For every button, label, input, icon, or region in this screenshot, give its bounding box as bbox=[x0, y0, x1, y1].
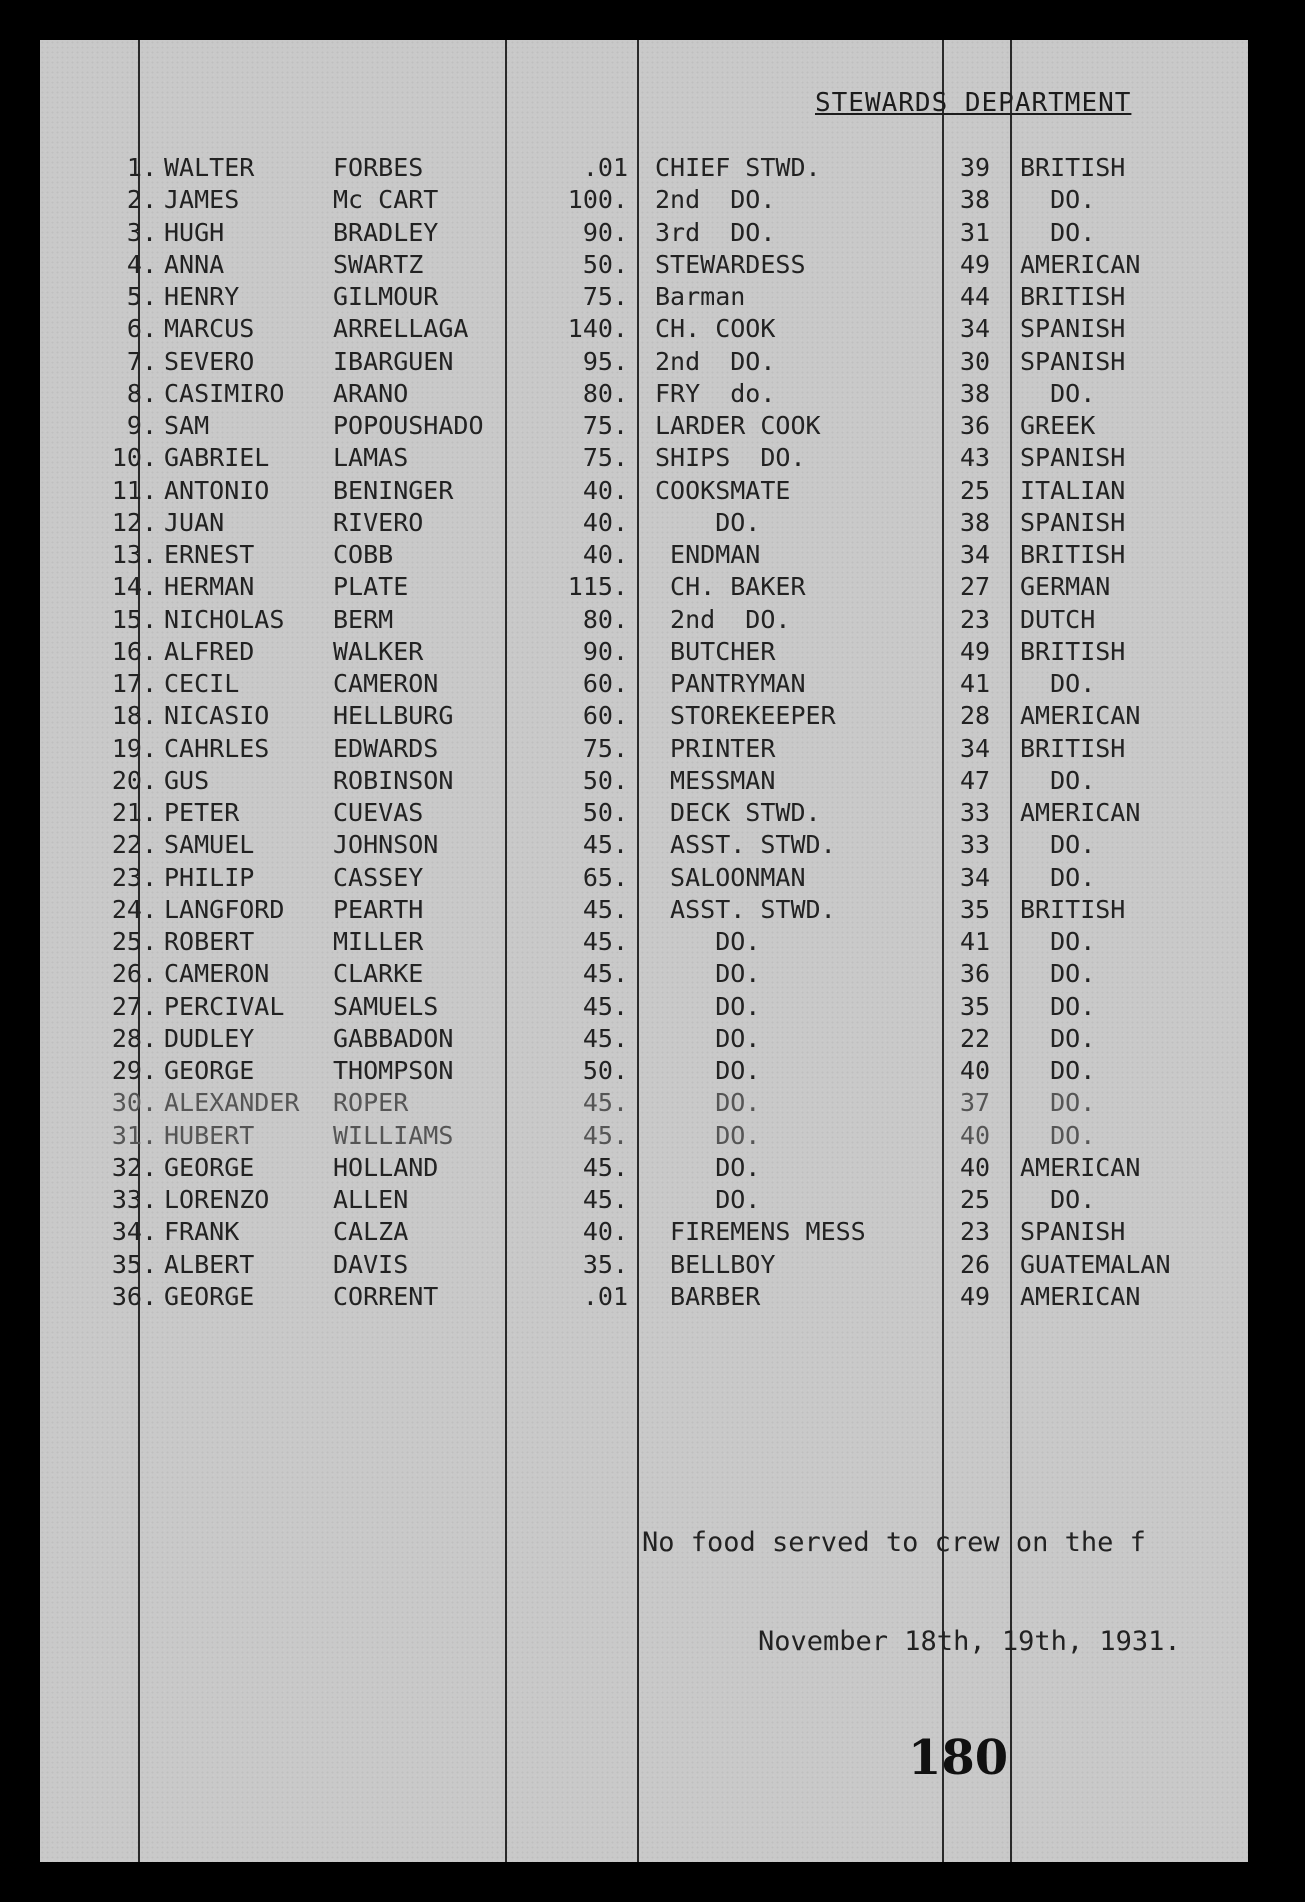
first-name: JAMES bbox=[164, 185, 240, 215]
last-name: BRADLEY bbox=[333, 217, 439, 247]
rating: 3rd DO. bbox=[655, 217, 776, 247]
table-row bbox=[40, 1249, 1248, 1281]
rating: LARDER COOK bbox=[655, 411, 821, 440]
rating: FIREMENS MESS bbox=[655, 1217, 866, 1247]
nationality: DO. bbox=[1020, 862, 1096, 892]
last-name: HELLBURG bbox=[333, 701, 454, 731]
age: 36 bbox=[959, 959, 991, 989]
nationality: DO. bbox=[1020, 1120, 1096, 1150]
first-name: SEVERO bbox=[164, 346, 255, 376]
last-name: CAMERON bbox=[333, 669, 439, 698]
age: 30 bbox=[959, 346, 991, 376]
age: 38 bbox=[959, 185, 991, 215]
first-name: CECIL bbox=[164, 669, 240, 698]
table-row bbox=[40, 152, 1248, 184]
last-name: THOMPSON bbox=[333, 1056, 454, 1085]
crew-number: 8. bbox=[126, 378, 157, 408]
age: 31 bbox=[959, 217, 991, 247]
age: 34 bbox=[959, 540, 991, 569]
table-row bbox=[40, 217, 1248, 249]
crew-number: 10. bbox=[111, 443, 157, 473]
first-name: MARCUS bbox=[164, 314, 255, 344]
last-name: Mc CART bbox=[333, 185, 439, 215]
wage: 35. bbox=[582, 1249, 628, 1279]
nationality: DO. bbox=[1020, 1088, 1096, 1118]
age: 47 bbox=[959, 765, 991, 795]
wage: 45. bbox=[582, 1152, 628, 1182]
last-name: DAVIS bbox=[333, 1249, 409, 1279]
first-name: JUAN bbox=[164, 507, 225, 537]
rating: PRINTER bbox=[655, 733, 776, 763]
nationality: DO. bbox=[1020, 765, 1096, 795]
table-row bbox=[40, 1184, 1248, 1216]
first-name: HERMAN bbox=[164, 572, 255, 602]
crew-number: 22. bbox=[111, 830, 157, 860]
wage: 75. bbox=[582, 733, 628, 763]
first-name: GABRIEL bbox=[164, 443, 270, 473]
first-name: HENRY bbox=[164, 282, 240, 311]
table-row bbox=[40, 894, 1248, 926]
crew-number: 20. bbox=[111, 765, 157, 795]
table-row bbox=[40, 184, 1248, 216]
crew-number: 21. bbox=[111, 798, 157, 827]
last-name: CORRENT bbox=[333, 1281, 439, 1311]
table-row bbox=[40, 829, 1248, 861]
wage: 80. bbox=[582, 378, 628, 408]
rating: DO. bbox=[655, 1088, 761, 1118]
table-row bbox=[40, 991, 1248, 1023]
age: 41 bbox=[959, 927, 991, 956]
age: 33 bbox=[959, 798, 991, 827]
nationality: SPANISH bbox=[1020, 346, 1126, 376]
first-name: PHILIP bbox=[164, 862, 255, 892]
nationality: ITALIAN bbox=[1020, 475, 1126, 505]
crew-number: 17. bbox=[111, 669, 157, 698]
rating: BUTCHER bbox=[655, 636, 776, 666]
nationality: SPANISH bbox=[1020, 314, 1126, 344]
last-name: CASSEY bbox=[333, 862, 424, 892]
age: 22 bbox=[959, 1023, 991, 1053]
wage: .01 bbox=[582, 153, 628, 182]
nationality: DO. bbox=[1020, 1023, 1096, 1053]
crew-number: 2. bbox=[126, 185, 157, 215]
first-name: SAMUEL bbox=[164, 830, 255, 860]
table-row bbox=[40, 475, 1248, 507]
age: 26 bbox=[959, 1249, 991, 1279]
wage: 45. bbox=[582, 894, 628, 924]
table-row bbox=[40, 410, 1248, 442]
last-name: BENINGER bbox=[333, 475, 454, 505]
age: 23 bbox=[959, 1217, 991, 1247]
first-name: NICHOLAS bbox=[164, 604, 285, 634]
first-name: ANTONIO bbox=[164, 475, 270, 505]
table-row bbox=[40, 797, 1248, 829]
wage: 50. bbox=[582, 765, 628, 795]
crew-number: 31. bbox=[111, 1120, 157, 1150]
last-name: FORBES bbox=[333, 153, 424, 182]
nationality: DO. bbox=[1020, 1056, 1096, 1085]
wage: 75. bbox=[582, 411, 628, 440]
last-name: GILMOUR bbox=[333, 282, 439, 311]
rating: ASST. STWD. bbox=[655, 830, 836, 860]
rating: DO. bbox=[655, 991, 761, 1021]
age: 38 bbox=[959, 378, 991, 408]
table-row bbox=[40, 1216, 1248, 1248]
wage: 40. bbox=[582, 475, 628, 505]
age: 35 bbox=[959, 894, 991, 924]
first-name: ERNEST bbox=[164, 540, 255, 569]
wage: 45. bbox=[582, 1120, 628, 1150]
nationality: BRITISH bbox=[1020, 282, 1126, 311]
crew-number: 9. bbox=[126, 411, 157, 440]
last-name: PLATE bbox=[333, 572, 409, 602]
age: 40 bbox=[959, 1120, 991, 1150]
table-row bbox=[40, 281, 1248, 313]
date-line: November 18th, 19th, 1931. bbox=[758, 1626, 1181, 1657]
nationality: AMERICAN bbox=[1020, 249, 1141, 279]
table-row bbox=[40, 442, 1248, 474]
first-name: ALFRED bbox=[164, 636, 255, 666]
nationality: DO. bbox=[1020, 959, 1096, 989]
crew-number: 18. bbox=[111, 701, 157, 731]
crew-number: 26. bbox=[111, 959, 157, 989]
rating: PANTRYMAN bbox=[655, 669, 806, 698]
crew-number: 23. bbox=[111, 862, 157, 892]
crew-number: 29. bbox=[111, 1056, 157, 1085]
nationality: DO. bbox=[1020, 378, 1096, 408]
last-name: ARRELLAGA bbox=[333, 314, 469, 344]
first-name: NICASIO bbox=[164, 701, 270, 731]
crew-number: 35. bbox=[111, 1249, 157, 1279]
rating: MESSMAN bbox=[655, 765, 776, 795]
first-name: CAMERON bbox=[164, 959, 270, 989]
rating: DO. bbox=[655, 1185, 761, 1214]
age: 34 bbox=[959, 314, 991, 344]
age: 25 bbox=[959, 1185, 991, 1214]
table-row bbox=[40, 1087, 1248, 1119]
first-name: PETER bbox=[164, 798, 240, 827]
crew-number: 13. bbox=[111, 540, 157, 569]
nationality: GUATEMALAN bbox=[1020, 1249, 1171, 1279]
crew-number: 4. bbox=[126, 249, 157, 279]
rating: DO. bbox=[655, 959, 761, 989]
department-heading: STEWARDS DEPARTMENT bbox=[815, 88, 1132, 118]
nationality: SPANISH bbox=[1020, 443, 1126, 473]
table-row bbox=[40, 1152, 1248, 1184]
last-name: GABBADON bbox=[333, 1023, 454, 1053]
first-name: HUGH bbox=[164, 217, 225, 247]
last-name: JOHNSON bbox=[333, 830, 439, 860]
nationality: AMERICAN bbox=[1020, 1281, 1141, 1311]
first-name: SAM bbox=[164, 411, 210, 440]
last-name: LAMAS bbox=[333, 443, 409, 473]
rating: DECK STWD. bbox=[655, 798, 821, 827]
last-name: CLARKE bbox=[333, 959, 424, 989]
table-row bbox=[40, 313, 1248, 345]
wage: 95. bbox=[582, 346, 628, 376]
crew-number: 12. bbox=[111, 507, 157, 537]
age: 43 bbox=[959, 443, 991, 473]
nationality: DO. bbox=[1020, 185, 1096, 215]
nationality: AMERICAN bbox=[1020, 1152, 1141, 1182]
rating: DO. bbox=[655, 927, 761, 956]
food-note: No food served to crew on the f bbox=[642, 1527, 1146, 1558]
first-name: LORENZO bbox=[164, 1185, 270, 1214]
age: 33 bbox=[959, 830, 991, 860]
first-name: GEORGE bbox=[164, 1152, 255, 1182]
table-row bbox=[40, 733, 1248, 765]
rating: SALOONMAN bbox=[655, 862, 806, 892]
age: 35 bbox=[959, 991, 991, 1021]
last-name: ROPER bbox=[333, 1088, 409, 1118]
wage: 40. bbox=[582, 507, 628, 537]
rating: DO. bbox=[655, 1023, 761, 1053]
nationality: DO. bbox=[1020, 991, 1096, 1021]
age: 40 bbox=[959, 1056, 991, 1085]
table-row bbox=[40, 765, 1248, 797]
rating: FRY do. bbox=[655, 378, 776, 408]
nationality: BRITISH bbox=[1020, 733, 1126, 763]
first-name: GUS bbox=[164, 765, 210, 795]
wage: 100. bbox=[567, 185, 628, 215]
nationality: DO. bbox=[1020, 669, 1096, 698]
first-name: GEORGE bbox=[164, 1281, 255, 1311]
document-page bbox=[40, 40, 1248, 1862]
table-row bbox=[40, 862, 1248, 894]
table-row bbox=[40, 1023, 1248, 1055]
rating: DO. bbox=[655, 1056, 761, 1085]
crew-number: 24. bbox=[111, 894, 157, 924]
last-name: EDWARDS bbox=[333, 733, 439, 763]
nationality: DUTCH bbox=[1020, 604, 1096, 634]
wage: 75. bbox=[582, 282, 628, 311]
nationality: GERMAN bbox=[1020, 572, 1111, 602]
crew-number: 25. bbox=[111, 927, 157, 956]
last-name: MILLER bbox=[333, 927, 424, 956]
age: 37 bbox=[959, 1088, 991, 1118]
last-name: SAMUELS bbox=[333, 991, 439, 1021]
crew-number: 34. bbox=[111, 1217, 157, 1247]
table-row bbox=[40, 668, 1248, 700]
wage: 45. bbox=[582, 1185, 628, 1214]
nationality: BRITISH bbox=[1020, 540, 1126, 569]
wage: 60. bbox=[582, 669, 628, 698]
rating: ENDMAN bbox=[655, 540, 761, 569]
age: 27 bbox=[959, 572, 991, 602]
last-name: WALKER bbox=[333, 636, 424, 666]
age: 40 bbox=[959, 1152, 991, 1182]
nationality: DO. bbox=[1020, 830, 1096, 860]
rating: ASST. STWD. bbox=[655, 894, 836, 924]
first-name: CASIMIRO bbox=[164, 378, 285, 408]
wage: 80. bbox=[582, 604, 628, 634]
first-name: WALTER bbox=[164, 153, 255, 182]
crew-number: 15. bbox=[111, 604, 157, 634]
rating: 2nd DO. bbox=[655, 604, 791, 634]
crew-number: 33. bbox=[111, 1185, 157, 1214]
wage: 90. bbox=[582, 636, 628, 666]
first-name: ALBERT bbox=[164, 1249, 255, 1279]
nationality: GREEK bbox=[1020, 411, 1096, 440]
age: 34 bbox=[959, 733, 991, 763]
last-name: SWARTZ bbox=[333, 249, 424, 279]
rating: STEWARDESS bbox=[655, 249, 806, 279]
wage: 45. bbox=[582, 959, 628, 989]
age: 49 bbox=[959, 1281, 991, 1311]
nationality: BRITISH bbox=[1020, 153, 1126, 182]
wage: 45. bbox=[582, 927, 628, 956]
rating: CH. COOK bbox=[655, 314, 776, 344]
wage: 45. bbox=[582, 991, 628, 1021]
rating: SHIPS DO. bbox=[655, 443, 806, 473]
wage: 115. bbox=[567, 572, 628, 602]
table-row bbox=[40, 346, 1248, 378]
nationality: DO. bbox=[1020, 217, 1096, 247]
rating: 2nd DO. bbox=[655, 346, 776, 376]
age: 49 bbox=[959, 636, 991, 666]
first-name: PERCIVAL bbox=[164, 991, 285, 1021]
rating: BELLBOY bbox=[655, 1249, 776, 1279]
wage: 90. bbox=[582, 217, 628, 247]
crew-number: 19. bbox=[111, 733, 157, 763]
wage: 75. bbox=[582, 443, 628, 473]
last-name: HOLLAND bbox=[333, 1152, 439, 1182]
age: 23 bbox=[959, 604, 991, 634]
last-name: ROBINSON bbox=[333, 765, 454, 795]
last-name: POPOUSHADO bbox=[333, 411, 484, 440]
crew-number: 14. bbox=[111, 572, 157, 602]
last-name: COBB bbox=[333, 540, 394, 569]
crew-number: 32. bbox=[111, 1152, 157, 1182]
last-name: PEARTH bbox=[333, 894, 424, 924]
table-row bbox=[40, 636, 1248, 668]
wage: 50. bbox=[582, 798, 628, 827]
first-name: DUDLEY bbox=[164, 1023, 255, 1053]
last-name: CALZA bbox=[333, 1217, 409, 1247]
first-name: HUBERT bbox=[164, 1120, 255, 1150]
wage: 140. bbox=[567, 314, 628, 344]
table-row bbox=[40, 1120, 1248, 1152]
rating: 2nd DO. bbox=[655, 185, 776, 215]
age: 34 bbox=[959, 862, 991, 892]
age: 36 bbox=[959, 411, 991, 440]
wage: 60. bbox=[582, 701, 628, 731]
table-row bbox=[40, 539, 1248, 571]
first-name: ANNA bbox=[164, 249, 225, 279]
wage: 50. bbox=[582, 1056, 628, 1085]
rating: BARBER bbox=[655, 1281, 761, 1311]
crew-number: 27. bbox=[111, 991, 157, 1021]
crew-number: 7. bbox=[126, 346, 157, 376]
crew-number: 3. bbox=[126, 217, 157, 247]
first-name: GEORGE bbox=[164, 1056, 255, 1085]
last-name: ALLEN bbox=[333, 1185, 409, 1214]
first-name: FRANK bbox=[164, 1217, 240, 1247]
wage: 45. bbox=[582, 1088, 628, 1118]
wage: 50. bbox=[582, 249, 628, 279]
wage: 45. bbox=[582, 830, 628, 860]
crew-number: 16. bbox=[111, 636, 157, 666]
age: 25 bbox=[959, 475, 991, 505]
nationality: SPANISH bbox=[1020, 507, 1126, 537]
wage: 40. bbox=[582, 1217, 628, 1247]
nationality: SPANISH bbox=[1020, 1217, 1126, 1247]
table-row bbox=[40, 700, 1248, 732]
table-row bbox=[40, 249, 1248, 281]
table-row bbox=[40, 1281, 1248, 1313]
nationality: BRITISH bbox=[1020, 636, 1126, 666]
wage: .01 bbox=[582, 1281, 628, 1311]
crew-number: 6. bbox=[126, 314, 157, 344]
rating: Barman bbox=[655, 282, 746, 311]
table-row bbox=[40, 604, 1248, 636]
wage: 40. bbox=[582, 540, 628, 569]
nationality: DO. bbox=[1020, 927, 1096, 956]
nationality: AMERICAN bbox=[1020, 701, 1141, 731]
age: 28 bbox=[959, 701, 991, 731]
table-row bbox=[40, 926, 1248, 958]
last-name: IBARGUEN bbox=[333, 346, 454, 376]
table-row bbox=[40, 378, 1248, 410]
table-row bbox=[40, 958, 1248, 990]
rating: DO. bbox=[655, 1152, 761, 1182]
crew-number: 30. bbox=[111, 1088, 157, 1118]
rating: CHIEF STWD. bbox=[655, 153, 821, 182]
first-name: CAHRLES bbox=[164, 733, 270, 763]
nationality: DO. bbox=[1020, 1185, 1096, 1214]
page-number: 180 bbox=[908, 1730, 1009, 1786]
rating: DO. bbox=[655, 1120, 761, 1150]
crew-number: 28. bbox=[111, 1023, 157, 1053]
age: 44 bbox=[959, 282, 991, 311]
first-name: LANGFORD bbox=[164, 894, 285, 924]
crew-number: 36. bbox=[111, 1281, 157, 1311]
age: 39 bbox=[959, 153, 991, 182]
age: 49 bbox=[959, 249, 991, 279]
crew-list bbox=[40, 152, 1248, 1313]
first-name: ALEXANDER bbox=[164, 1088, 300, 1118]
last-name: ARANO bbox=[333, 378, 409, 408]
wage: 65. bbox=[582, 862, 628, 892]
last-name: BERM bbox=[333, 604, 394, 634]
nationality: AMERICAN bbox=[1020, 798, 1141, 827]
last-name: WILLIAMS bbox=[333, 1120, 454, 1150]
table-row bbox=[40, 507, 1248, 539]
crew-number: 5. bbox=[126, 282, 157, 311]
age: 38 bbox=[959, 507, 991, 537]
last-name: CUEVAS bbox=[333, 798, 424, 827]
crew-number: 1. bbox=[126, 153, 157, 182]
rating: COOKSMATE bbox=[655, 475, 791, 505]
first-name: ROBERT bbox=[164, 927, 255, 956]
nationality: BRITISH bbox=[1020, 894, 1126, 924]
rating: CH. BAKER bbox=[655, 572, 806, 602]
wage: 45. bbox=[582, 1023, 628, 1053]
last-name: RIVERO bbox=[333, 507, 424, 537]
rating: STOREKEEPER bbox=[655, 701, 836, 731]
crew-number: 11. bbox=[111, 475, 157, 505]
table-row bbox=[40, 1055, 1248, 1087]
age: 41 bbox=[959, 669, 991, 698]
table-row bbox=[40, 571, 1248, 603]
rating: DO. bbox=[655, 507, 761, 537]
